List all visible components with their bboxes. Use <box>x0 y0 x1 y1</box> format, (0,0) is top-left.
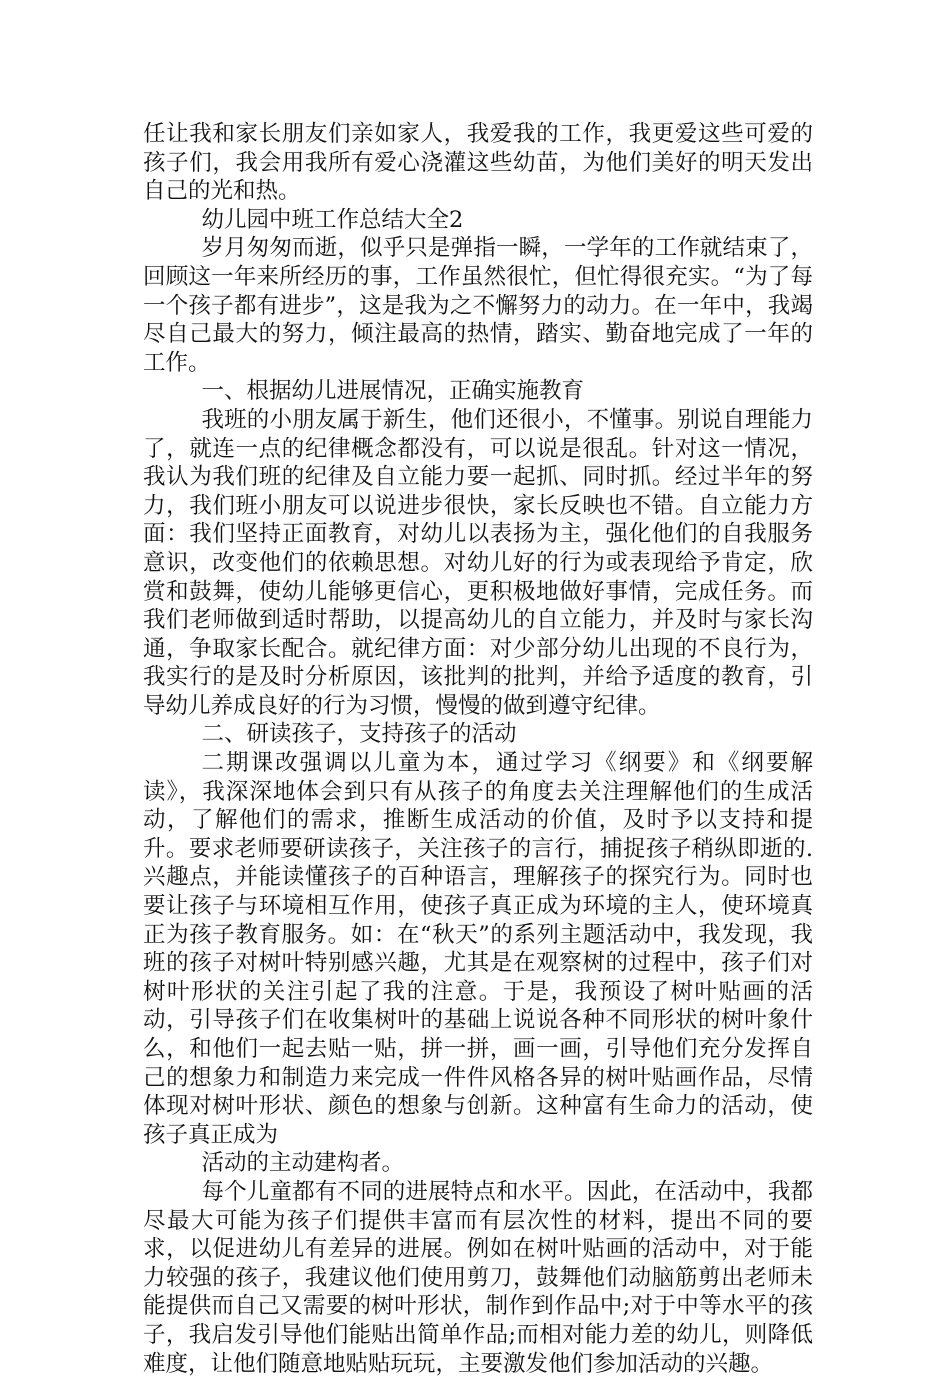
paragraph-discipline: 我班的小朋友属于新生，他们还很小，不懂事。别说自理能力了，就连一点的纪律概念都没有，可以说是很乱。针对这一情况，我认为我们班的纪律及自立能力要一起抓、同时抓。经过半年的努力，我们班小朋友可以说进步很快，家长反映也不错。自立能力方面：我们坚持正面教育，对幼儿以表扬为主，强化他们的自我服务意识，改变他们的依赖思想。对幼儿好的行为或表现给予肯定，欣赏和鼓舞，使幼儿能够更信心，更积极地做好事情，完成任务。而我们老师做到适时帮助，以提高幼儿的自立能力，并及时与家长沟通，争取家长配合。就纪律方面：对少部分幼儿出现的不良行为，我实行的是及时分析原因，该批判的批判，并给予适度的教育，引导幼儿养成良好的行为习惯，慢慢的做到遵守纪律。 <box>143 406 813 719</box>
paragraph-differentiation: 每个儿童都有不同的进展特点和水平。因此，在活动中，我都尽最大可能为孩子们提供丰富而有层次性的材料，提出不同的要求，以促进幼儿有差异的进展。例如在树叶贴画的活动中，对于能力较强的孩子，我建议他们使用剪刀，鼓舞他们动脑筋剪出老师未能提供而自己又需要的树叶形状，制作到作品中;对于中等水平的孩子，我启发引导他们能贴出简单作品;而相对能力差的幼儿，则降低难度，让他们随意地贴贴玩玩，主要激发他们参加活动的兴趣。 <box>143 1178 813 1377</box>
paragraph-intro: 岁月匆匆而逝，似乎只是弹指一瞬，一学年的工作就结束了，回顾这一年来所经历的事，工作虽然很忙，但忙得很充实。“为了每一个孩子都有进步”，这是我为之不懈努力的动力。在一年中，我竭尽自己最大的努力，倾注最高的热情，踏实、勤奋地完成了一年的工作。 <box>143 235 813 376</box>
document-body <box>143 120 813 1378</box>
heading-one: 一、根据幼儿进展情况，正确实施教育 <box>201 378 585 405</box>
paragraph-study-children: 二期课改强调以儿童为本，通过学习《纲要》和《纲要解读》，我深深地体会到只有从孩子的角度去关注理解他们的生成活动，了解他们的需求，推断生成活动的价值，及时予以支持和提升。要求老师要研读孩子，关注孩子的言行，捕捉孩子稍纵即逝的.兴趣点，并能读懂孩子的百种语言，理解孩子的探究行为。同时也要让孩子与环境相互作用，使孩子真正成为环境的主人，使环境真正为孩子教育服务。如：在“秋天”的系列主题活动中，我发现，我班的孩子对树叶特别感兴趣，尤其是在观察树的过程中，孩子们对树叶形状的关注引起了我的注意。于是，我预设了树叶贴画的活动，引导孩子们在收集树叶的基础上说说各种不同形状的树叶象什么，和他们一起去贴一贴，拼一拼，画一画，引导他们充分发挥自己的想象力和制造力来完成一件件风格各异的树叶贴画作品，尽情体现对树叶形状、颜色的想象与创新。这种富有生命力的活动，使孩子真正成为 <box>143 750 813 1148</box>
paragraph-fragment: 活动的主动建构者。 <box>201 1150 405 1177</box>
paragraph-continuation: 任让我和家长朋友们亲如家人，我爱我的工作，我更爱这些可爱的孩子们，我会用我所有爱心浇灌这些幼苗，为他们美好的明天发出自己的光和热。 <box>143 121 813 205</box>
heading-two: 二、研读孩子，支持孩子的活动 <box>201 721 517 748</box>
section-title: 幼儿园中班工作总结大全2 <box>201 206 464 233</box>
